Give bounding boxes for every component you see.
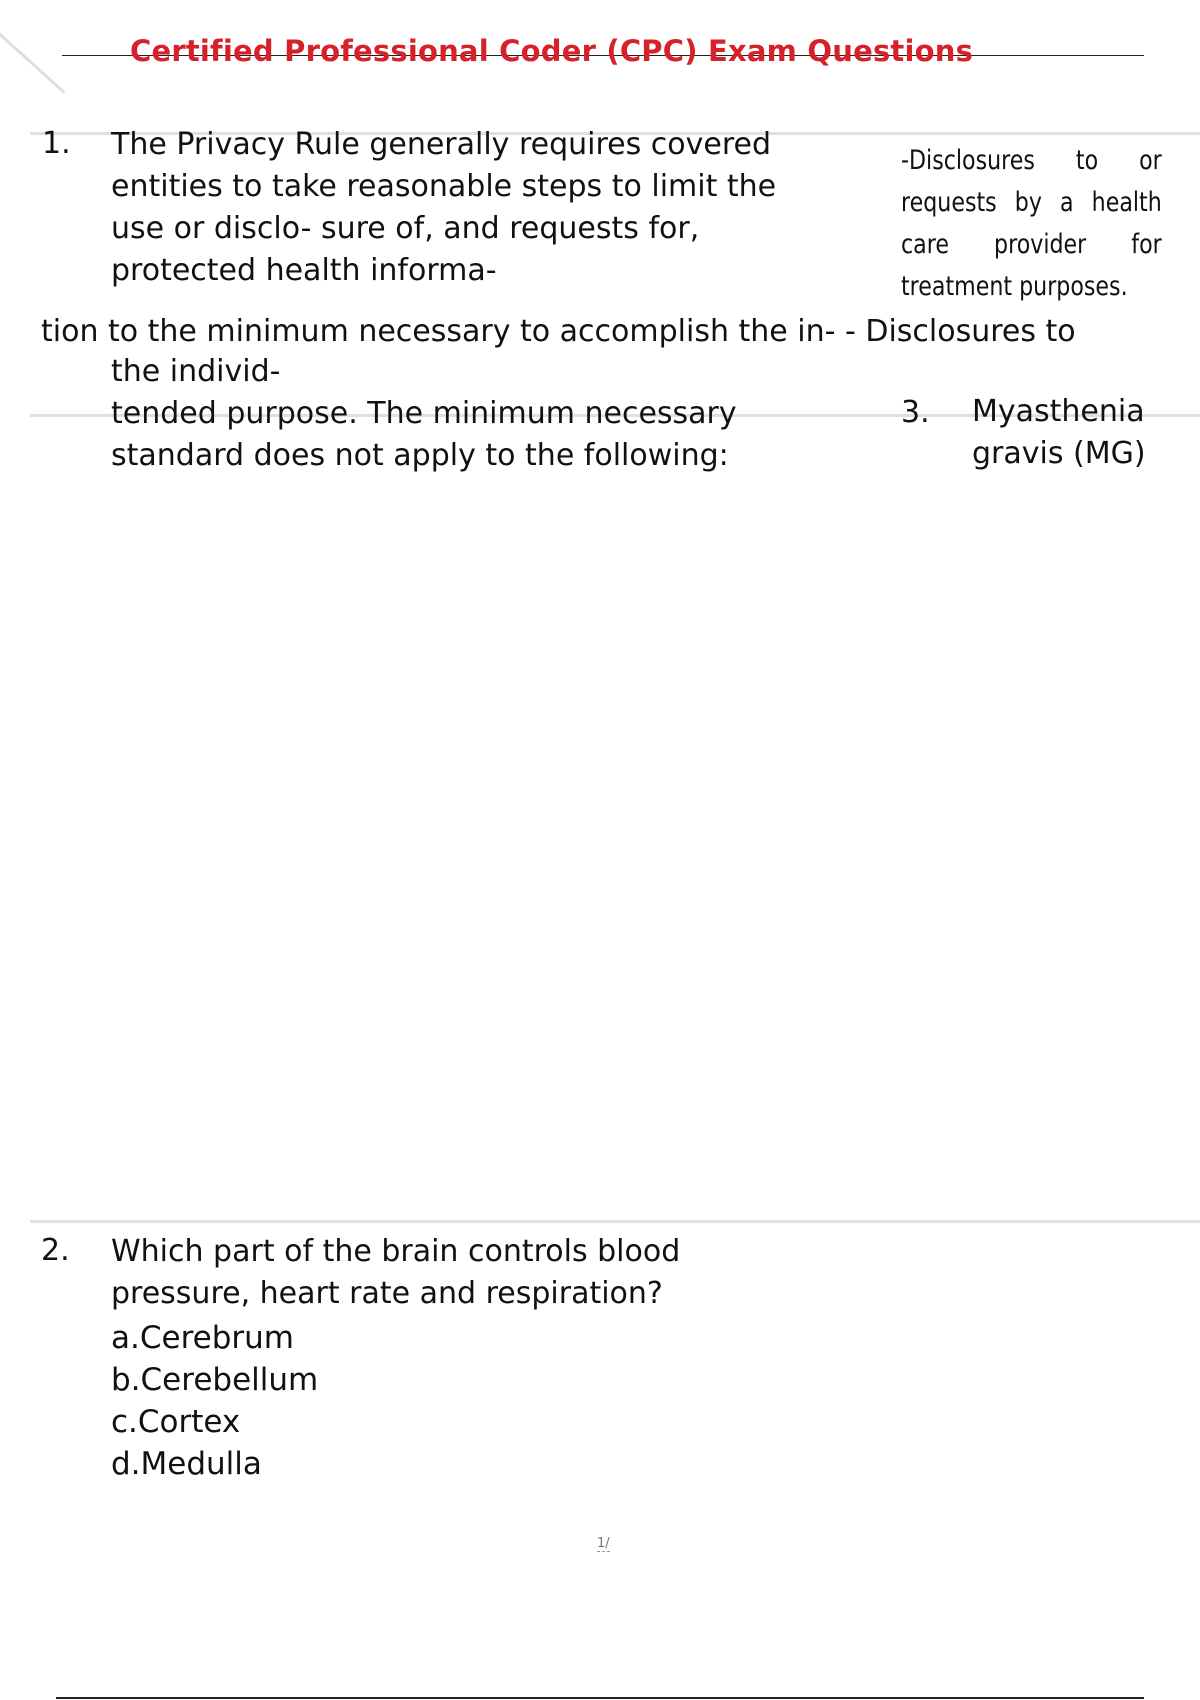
question-1-line: standard does not apply to the following:: [111, 438, 729, 473]
question-1-side-note: [901, 140, 1162, 308]
divider-bottom: [30, 1220, 1200, 1223]
side-note-row: requests by a health: [901, 187, 1162, 218]
question-1-continuation: tion to the minimum necessary to accomplish the in- - Disclosures to: [41, 314, 1076, 349]
question-3-number: 3.: [901, 395, 930, 430]
question-3-line: gravis (MG): [972, 436, 1146, 471]
page-number: 1/: [597, 1536, 610, 1551]
question-2-line: pressure, heart rate and respiration?: [111, 1276, 663, 1311]
question-1-line: protected health informa-: [111, 253, 497, 288]
answer-option: a.Cerebrum: [111, 1320, 294, 1356]
question-2-line: Which part of the brain controls blood: [111, 1234, 681, 1269]
answer-option: b.Cerebellum: [111, 1362, 319, 1398]
question-1-continuation-2: the individ-: [111, 354, 281, 389]
question-1-line: The Privacy Rule generally requires covered: [111, 127, 772, 162]
side-note-row: care provider for: [901, 229, 1162, 260]
answer-option: d.Medulla: [111, 1446, 262, 1482]
side-note-row: -Disclosures to or: [901, 145, 1162, 176]
question-3-line: Myasthenia: [972, 394, 1145, 429]
question-2-number: 2.: [41, 1233, 70, 1268]
question-2-text: [111, 1231, 680, 1315]
question-1-line: entities to take reasonable steps to limit the: [111, 169, 777, 204]
question-3-text: [972, 391, 1146, 475]
question-1-number: 1.: [42, 126, 71, 161]
page-title: Certified Professional Coder (CPC) Exam Questions: [130, 34, 974, 68]
footer-rule: [56, 1697, 1144, 1699]
side-note-row: treatment purposes.: [901, 271, 1128, 302]
question-1-text: [111, 124, 776, 292]
question-1-line: use or disclo- sure of, and requests for,: [111, 211, 700, 246]
question-2-options: [111, 1317, 318, 1485]
question-1-text-after: [111, 393, 737, 477]
corner-decoration: [0, 24, 65, 93]
question-1-line: tended purpose. The minimum necessary: [111, 396, 737, 431]
answer-option: c.Cortex: [111, 1404, 241, 1440]
